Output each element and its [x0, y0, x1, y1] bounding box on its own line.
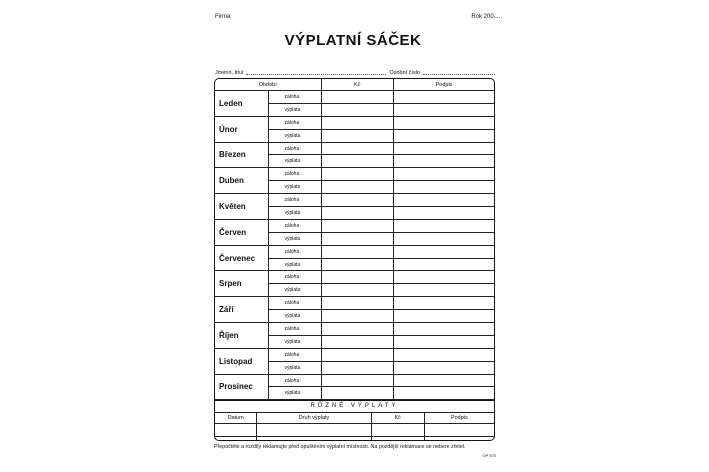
- signature-cell[interactable]: [394, 310, 494, 323]
- signature-cell[interactable]: [394, 361, 494, 374]
- amount-cell[interactable]: [321, 284, 394, 297]
- signature-cell[interactable]: [424, 436, 494, 441]
- column-header: Podpis: [424, 413, 494, 424]
- month-label: Červen: [215, 219, 268, 245]
- table-row: [215, 297, 494, 310]
- pay-envelope-form: [204, 6, 502, 468]
- table-row: [215, 348, 494, 361]
- advance-label: záloha: [268, 194, 321, 207]
- personal-number-field[interactable]: [423, 68, 495, 75]
- payout-label: výplata: [268, 361, 321, 374]
- page-title: VÝPLATNÍ SÁČEK: [284, 32, 422, 49]
- date-cell[interactable]: [215, 436, 257, 441]
- signature-cell[interactable]: [394, 194, 494, 207]
- amount-cell[interactable]: [321, 129, 394, 142]
- signature-cell[interactable]: [394, 374, 494, 387]
- misc-row: [215, 436, 494, 441]
- column-header: Datum: [215, 413, 257, 424]
- signature-cell[interactable]: [394, 103, 494, 116]
- table-row: [215, 245, 494, 258]
- payout-label: výplata: [268, 232, 321, 245]
- payout-label: výplata: [268, 284, 321, 297]
- payout-label: výplata: [268, 258, 321, 271]
- payout-label: výplata: [268, 129, 321, 142]
- column-header: Kč: [321, 79, 394, 91]
- amount-cell[interactable]: [321, 335, 394, 348]
- advance-label: záloha: [268, 374, 321, 387]
- table-header-row: [215, 79, 494, 91]
- payout-label: výplata: [268, 181, 321, 194]
- table-row: [215, 219, 494, 232]
- month-label: Červenec: [215, 245, 268, 271]
- misc-row: [215, 424, 494, 437]
- signature-cell[interactable]: [394, 387, 494, 400]
- amount-cell[interactable]: [371, 436, 424, 441]
- amount-cell[interactable]: [321, 348, 394, 361]
- amount-cell[interactable]: [321, 310, 394, 323]
- month-label: Duben: [215, 168, 268, 194]
- misc-header-row: [215, 413, 494, 424]
- amount-cell[interactable]: [321, 232, 394, 245]
- amount-cell[interactable]: [321, 374, 394, 387]
- name-label: Jméno, titul: [215, 70, 244, 76]
- signature-cell[interactable]: [394, 155, 494, 168]
- month-label: Prosinec: [215, 374, 268, 400]
- amount-cell[interactable]: [321, 155, 394, 168]
- table-row: [215, 374, 494, 387]
- advance-label: záloha: [268, 297, 321, 310]
- advance-label: záloha: [268, 271, 321, 284]
- column-header: Období: [215, 79, 321, 91]
- signature-cell[interactable]: [394, 181, 494, 194]
- amount-cell[interactable]: [321, 207, 394, 220]
- column-header: Druh výplaty: [257, 413, 371, 424]
- amount-cell[interactable]: [321, 361, 394, 374]
- month-label: Leden: [215, 91, 268, 117]
- amount-cell[interactable]: [321, 168, 394, 181]
- month-label: Srpen: [215, 271, 268, 297]
- amount-cell[interactable]: [321, 116, 394, 129]
- signature-cell[interactable]: [394, 116, 494, 129]
- amount-cell[interactable]: [321, 142, 394, 155]
- amount-cell[interactable]: [321, 323, 394, 336]
- signature-cell[interactable]: [424, 424, 494, 437]
- amount-cell[interactable]: [321, 387, 394, 400]
- amount-cell[interactable]: [321, 194, 394, 207]
- signature-cell[interactable]: [394, 245, 494, 258]
- type-cell[interactable]: [257, 436, 371, 441]
- form-code: OP 670: [482, 453, 496, 458]
- payout-label: výplata: [268, 155, 321, 168]
- name-line: [215, 66, 495, 76]
- column-header: Podpis: [394, 79, 494, 91]
- advance-label: záloha: [268, 348, 321, 361]
- advance-label: záloha: [268, 219, 321, 232]
- amount-cell[interactable]: [321, 219, 394, 232]
- amount-cell[interactable]: [321, 91, 394, 104]
- amount-cell[interactable]: [321, 245, 394, 258]
- monthly-payments-table: [215, 79, 494, 400]
- payout-label: výplata: [268, 387, 321, 400]
- date-cell[interactable]: [215, 424, 257, 437]
- signature-cell[interactable]: [394, 168, 494, 181]
- signature-cell[interactable]: [394, 91, 494, 104]
- signature-cell[interactable]: [394, 297, 494, 310]
- name-field[interactable]: [246, 68, 386, 75]
- amount-cell[interactable]: [321, 181, 394, 194]
- month-label: Říjen: [215, 323, 268, 349]
- signature-cell[interactable]: [394, 323, 494, 336]
- signature-cell[interactable]: [394, 129, 494, 142]
- amount-cell[interactable]: [371, 424, 424, 437]
- advance-label: záloha: [268, 245, 321, 258]
- table-row: [215, 271, 494, 284]
- amount-cell[interactable]: [321, 103, 394, 116]
- signature-cell[interactable]: [394, 335, 494, 348]
- month-label: Listopad: [215, 348, 268, 374]
- amount-cell[interactable]: [321, 297, 394, 310]
- signature-cell[interactable]: [394, 348, 494, 361]
- advance-label: záloha: [268, 91, 321, 104]
- misc-payments-table: [215, 413, 494, 441]
- signature-cell[interactable]: [394, 271, 494, 284]
- amount-cell[interactable]: [321, 258, 394, 271]
- month-label: Září: [215, 297, 268, 323]
- signature-cell[interactable]: [394, 284, 494, 297]
- table-row: [215, 91, 494, 104]
- table-row: [215, 116, 494, 129]
- firm-label: Firma: [215, 14, 231, 20]
- amount-cell[interactable]: [321, 271, 394, 284]
- year-label: Rok 200.....: [471, 14, 502, 20]
- misc-payments-title: RŮZNÉ VÝPLATY: [215, 400, 494, 413]
- month-label: Únor: [215, 116, 268, 142]
- signature-cell[interactable]: [394, 142, 494, 155]
- advance-label: záloha: [268, 323, 321, 336]
- advance-label: záloha: [268, 116, 321, 129]
- type-cell[interactable]: [257, 424, 371, 437]
- table-row: [215, 194, 494, 207]
- table-row: [215, 323, 494, 336]
- advance-label: záloha: [268, 142, 321, 155]
- footer-note: Přepočtěte a rozdíly reklamujte před opuštěním výplatní místnosti. Na pozdější reklamace se nebere zřetel.: [214, 444, 466, 450]
- signature-cell[interactable]: [394, 232, 494, 245]
- payout-label: výplata: [268, 103, 321, 116]
- payout-label: výplata: [268, 207, 321, 220]
- payout-label: výplata: [268, 335, 321, 348]
- payout-label: výplata: [268, 310, 321, 323]
- month-label: Květen: [215, 194, 268, 220]
- advance-label: záloha: [268, 168, 321, 181]
- table-row: [215, 168, 494, 181]
- signature-cell[interactable]: [394, 258, 494, 271]
- personal-number-label: Osobní číslo: [389, 70, 420, 76]
- table-row: [215, 142, 494, 155]
- signature-cell[interactable]: [394, 219, 494, 232]
- month-label: Březen: [215, 142, 268, 168]
- signature-cell[interactable]: [394, 207, 494, 220]
- payment-table-frame: [214, 78, 495, 441]
- column-header: Kč: [371, 413, 424, 424]
